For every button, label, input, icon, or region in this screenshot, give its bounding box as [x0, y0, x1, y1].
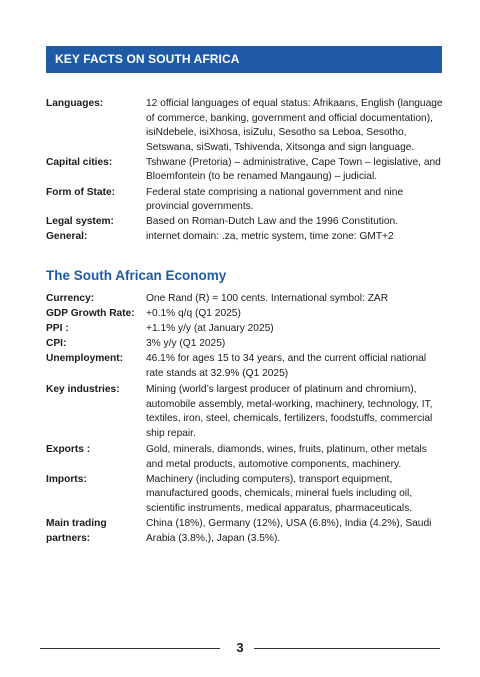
- footer-rule-right: [254, 648, 440, 649]
- economy-row-currency: [46, 292, 446, 307]
- economy-value: +0.1% q/q (Q1 2025): [146, 308, 241, 320]
- key-facts-banner: [46, 46, 442, 73]
- key-facts-list: [46, 97, 446, 245]
- economy-row-gdp-growth: [46, 307, 446, 322]
- economy-value: 3% y/y (Q1 2025): [146, 338, 226, 350]
- fact-label: Form of State:: [46, 186, 116, 198]
- fact-row-general: [46, 230, 446, 245]
- economy-row-cpi: [46, 337, 446, 352]
- fact-label: General:: [46, 231, 88, 243]
- economy-row-unemployment: [46, 352, 446, 381]
- fact-row-languages: [46, 97, 446, 155]
- fact-label: Capital cities:: [46, 156, 113, 168]
- fact-label: Legal system:: [46, 216, 114, 228]
- economy-section-title: The South African Economy: [46, 268, 227, 283]
- fact-row-capital-cities: [46, 156, 446, 185]
- economy-value: 46.1% for ages 15 to 34 years, and the current official national rate stands at 32.9% (Q1 2025): [146, 353, 427, 379]
- economy-row-main-trading-partners: [46, 517, 446, 546]
- fact-row-form-of-state: [46, 186, 446, 215]
- economy-label: Key industries:: [46, 384, 120, 396]
- fact-row-legal-system: [46, 215, 446, 230]
- fact-value: internet domain: .za, metric system, time zone: GMT+2: [146, 231, 394, 243]
- economy-value: +1.1% y/y (at January 2025): [146, 323, 274, 335]
- economy-row-imports: [46, 473, 446, 517]
- economy-label: PPI :: [46, 323, 69, 335]
- page-number: 3: [236, 640, 244, 655]
- economy-label: Main trading partners:: [46, 517, 107, 544]
- fact-label: Languages:: [46, 98, 104, 109]
- economy-label: Currency:: [46, 293, 95, 304]
- banner-title: KEY FACTS ON SOUTH AFRICA: [55, 52, 240, 66]
- economy-label: Exports :: [46, 443, 91, 455]
- fact-value: 12 official languages of equal status: Afrikaans, English (language of commerce, banking, government and official documentation), isiNdebele, isiXhosa, isiZulu, Sesotho sa Leboa, Sesotho, Setswana, siSwati, Tshivenda, Xitsonga and sign language.: [146, 98, 443, 153]
- economy-label: Unemployment:: [46, 353, 123, 365]
- economy-facts-list: [46, 292, 446, 547]
- economy-row-key-industries: [46, 383, 446, 441]
- economy-value: Gold, minerals, diamonds, wines, fruits, platinum, other metals and metal products, automotive components, machinery.: [146, 443, 427, 470]
- economy-value: Mining (world’s largest producer of platinum and chromium), automobile assembly, metal-working, machinery, technology, IT, textiles, iron, steel, chemicals, fertilizers, foodstuffs, commercial ship repair.: [146, 384, 433, 439]
- economy-row-exports: [46, 443, 446, 472]
- economy-label: Imports:: [46, 473, 87, 485]
- fact-value: Tshwane (Pretoria) – administrative, Cape Town – legislative, and Bloemfontein (to be renamed Mangaung) – judicial.: [146, 156, 441, 183]
- economy-label: CPI:: [46, 338, 67, 350]
- economy-label: GDP Growth Rate:: [46, 308, 135, 320]
- fact-value: Based on Roman-Dutch Law and the 1996 Constitution.: [146, 216, 399, 228]
- economy-value: One Rand (R) = 100 cents. International symbol: ZAR: [146, 293, 389, 304]
- page-footer: [40, 640, 440, 656]
- fact-value: Federal state comprising a national government and nine provincial governments.: [146, 186, 404, 213]
- footer-rule-left: [40, 648, 220, 649]
- economy-value: China (18%), Germany (12%), USA (6.8%), India (4.2%), Saudi Arabia (3.8%,), Japan (3.5%).: [146, 517, 432, 544]
- economy-row-ppi: [46, 322, 446, 337]
- economy-value: Machinery (including computers), transport equipment, manufactured goods, chemicals, mineral fuels including oil, scientific instruments, medical apparatus, pharmaceuticals.: [146, 473, 413, 514]
